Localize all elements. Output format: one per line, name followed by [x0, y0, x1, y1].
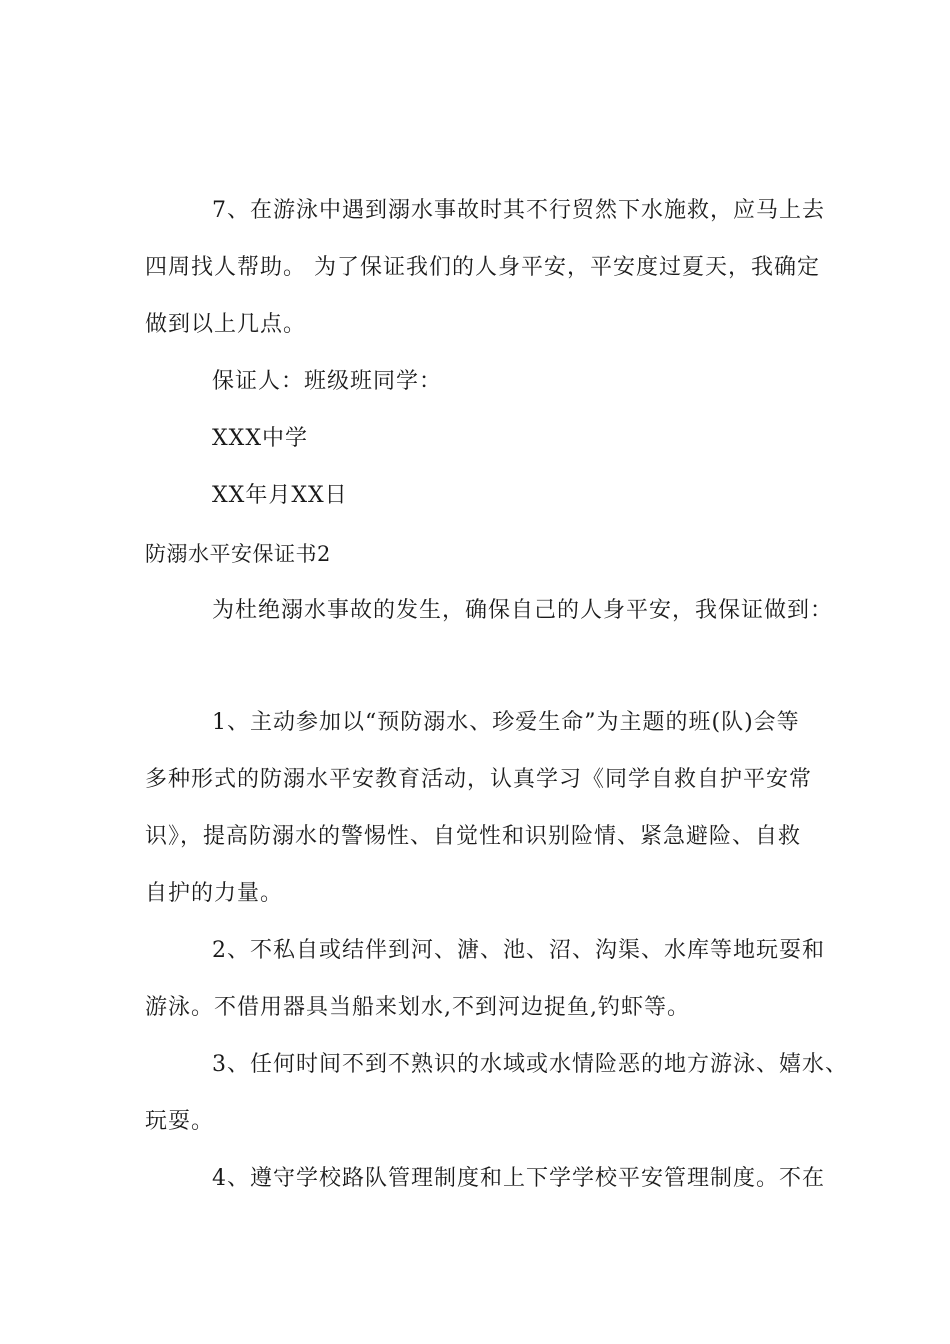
item-1-line-1: 1、主动参加以“预防溺水、珍爱生命”为主题的班(队)会等 [212, 710, 800, 735]
item-3-line-2: 玩耍。 [145, 1109, 215, 1134]
paragraph-7-line-2: 四周找人帮助。 为了保证我们的人身平安，平安度过夏天，我确定 [145, 255, 820, 280]
item-4-line-1: 4、遵守学校路队管理制度和上下学学校平安管理制度。不在 [212, 1166, 825, 1191]
item-3-line-1: 3、任何时间不到不熟识的水域或水情险恶的地方游泳、嬉水、 [212, 1052, 848, 1077]
item-1-line-4: 自护的力量。 [145, 881, 284, 906]
section-title: 防溺水平安保证书2 [145, 542, 331, 566]
date-line: XX年月XX日 [212, 483, 348, 508]
item-2-line-1: 2、不私自或结伴到河、溏、池、沼、沟渠、水库等地玩耍和 [212, 938, 825, 963]
paragraph-7-line-3: 做到以上几点。 [145, 312, 307, 337]
school-name: XXX中学 [212, 426, 308, 451]
item-1-line-2: 多种形式的防溺水平安教育活动，认真学习《同学自救自护平安常 [145, 767, 813, 792]
guarantor-line: 保证人：班级班同学： [212, 369, 443, 394]
item-1-line-3: 识》，提高防溺水的警惕性、自觉性和识别险情、紧急避险、自救 [145, 824, 802, 849]
paragraph-7-line-1: 7、在游泳中遇到溺水事故时其不行贸然下水施救，应马上去 [212, 198, 825, 223]
item-2-line-2: 游泳。不借用器具当船来划水,不到河边捉鱼,钓虾等。 [145, 995, 690, 1020]
intro-paragraph: 为杜绝溺水事故的发生，确保自己的人身平安，我保证做到： [212, 598, 834, 623]
